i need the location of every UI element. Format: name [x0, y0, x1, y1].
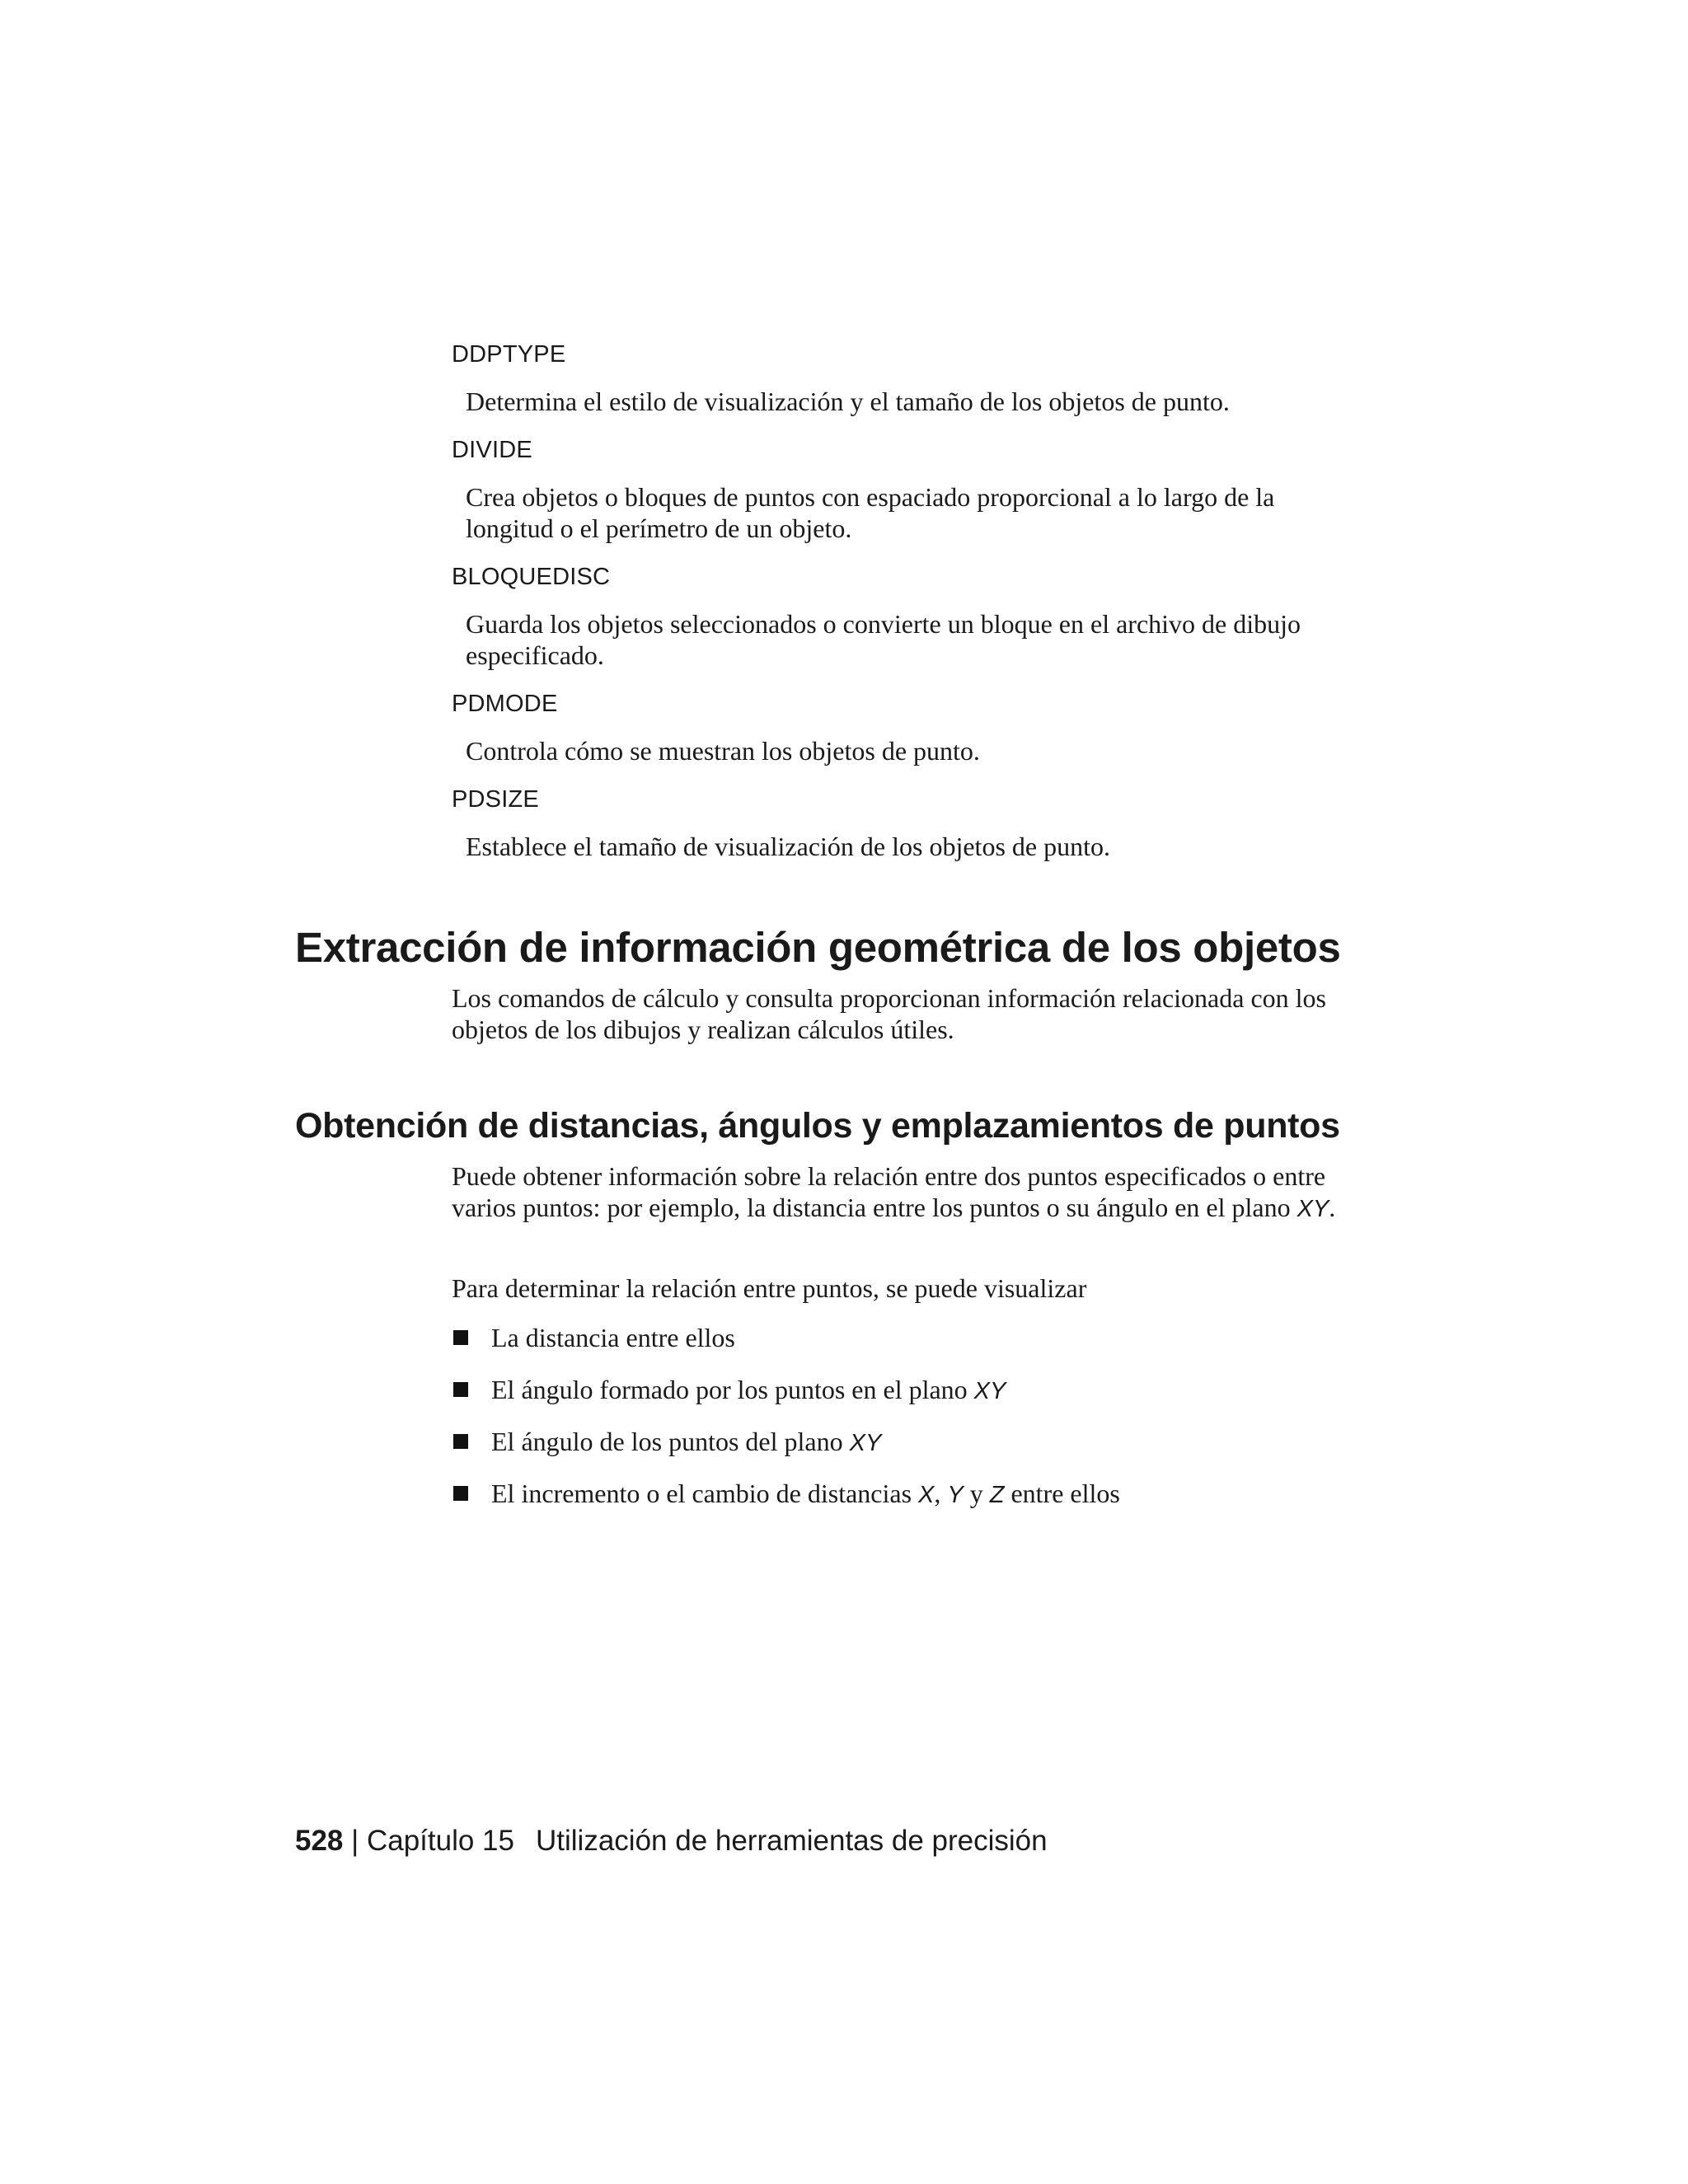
square-bullet-icon	[453, 1382, 468, 1397]
list-item-text: El ángulo de los puntos del plano	[491, 1427, 850, 1456]
plane-variable: XY	[1296, 1196, 1329, 1222]
subsection-heading: Obtención de distancias, ángulos y emplazamientos de puntos	[295, 1106, 1340, 1146]
page-footer	[295, 1823, 1048, 1859]
chapter-label: Capítulo 15	[366, 1825, 514, 1857]
definition-term: BLOQUEDISC	[452, 564, 611, 590]
definition-term: PDMODE	[452, 691, 558, 717]
definition-term: DIVIDE	[452, 437, 532, 463]
definition-description: Determina el estilo de visualización y el tamaño de los objetos de punto.	[466, 387, 1230, 416]
definition-term: PDSIZE	[452, 786, 539, 813]
list-item-separator: y	[963, 1479, 990, 1508]
axis-variable-x: X	[918, 1482, 935, 1508]
list-item-text: El ángulo formado por los puntos en el plano	[491, 1375, 974, 1404]
list-item	[452, 1322, 1342, 1353]
list-item	[452, 1374, 1342, 1405]
section-heading: Extracción de información geométrica de los objetos	[295, 924, 1341, 971]
plane-variable: XY	[849, 1430, 882, 1456]
bullet-intro: Para determinar la relación entre puntos, se puede visualizar	[452, 1273, 1087, 1303]
paragraph-text: Puede obtener información sobre la relación entre dos puntos especificados o entre varios puntos: por ejemplo, la distancia entre los puntos o su ángulo en el plano	[452, 1161, 1326, 1222]
definition-list	[452, 340, 1325, 880]
list-item-text: La distancia entre ellos	[491, 1323, 735, 1352]
footer-separator: |	[351, 1825, 359, 1857]
square-bullet-icon	[453, 1330, 468, 1345]
square-bullet-icon	[453, 1486, 468, 1501]
definition-description: Crea objetos o bloques de puntos con espaciado proporcional a lo largo de la longitud o el perímetro de un objeto.	[466, 482, 1275, 543]
axis-variable-z: Z	[989, 1482, 1005, 1508]
definition-term: DDPTYPE	[452, 341, 566, 368]
list-item-text: El incremento o el cambio de distancias	[491, 1479, 919, 1508]
square-bullet-icon	[453, 1434, 468, 1449]
page-number: 528	[295, 1825, 344, 1857]
list-item	[452, 1426, 1342, 1457]
definition-description: Establece el tamaño de visualización de los objetos de punto.	[466, 832, 1110, 861]
list-item	[452, 1478, 1342, 1509]
paragraph-end: .	[1329, 1193, 1336, 1222]
axis-variable-y: Y	[947, 1482, 964, 1508]
chapter-title: Utilización de herramientas de precisión	[536, 1825, 1048, 1857]
definition-description: Guarda los objetos seleccionados o convierte un bloque en el archivo de dibujo especificado.	[466, 609, 1301, 670]
list-item-separator: ,	[934, 1479, 948, 1508]
subsection-paragraph	[452, 1160, 1342, 1225]
bullet-list	[452, 1322, 1342, 1530]
definition-description: Controla cómo se muestran los objetos de punto.	[466, 736, 980, 766]
plane-variable: XY	[973, 1378, 1006, 1404]
section-paragraph: Los comandos de cálculo y consulta proporcionan información relacionada con los objetos de los dibujos y realizan cálculos útiles.	[452, 983, 1326, 1044]
list-item-text: entre ellos	[1004, 1479, 1120, 1508]
